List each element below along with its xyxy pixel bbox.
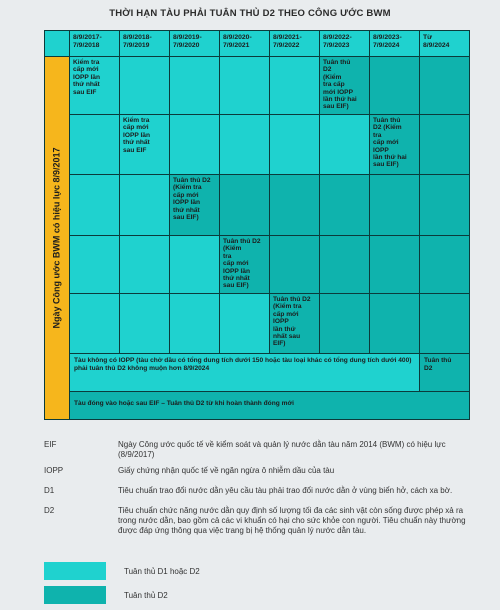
grid-cell — [270, 236, 320, 294]
column-header-label: 8/9/2023- 7/9/2024 — [373, 34, 402, 49]
grid-cell — [320, 294, 370, 354]
legend-row-d1 — [44, 486, 474, 496]
legend-definition: Tiêu chuẩn chức năng nước dằn quy định số lượng tối đa các sinh vật còn sống được phép xả ra trong nước dằn, bao gồm cả các vi khuẩn có hại cho sức khỏe con người. Tiêu chuẩn này thường được đáp ứng thông qua việc trang bị hệ thống quản lý nước dằn tàu. — [118, 506, 466, 535]
cell-note: Tuân thủ D2 (Kiểm tra cấp mới IOPP lần thứ nhất sau EIF) — [173, 177, 211, 222]
column-header-label: 8/9/2022- 7/9/2023 — [323, 34, 352, 49]
column-header — [220, 31, 270, 57]
grid-cell — [120, 175, 170, 236]
column-header — [70, 31, 120, 57]
color-swatch-light — [44, 562, 106, 580]
legend-term: EIF — [44, 440, 57, 449]
swatch-d2 — [44, 586, 168, 604]
cell-note: Kiểm tra cấp mới IOPP lần thứ nhất sau EIF — [123, 117, 150, 154]
legend-definition: Ngày Công ước quốc tế về kiểm soát và quản lý nước dằn tàu năm 2014 (BWM) có hiệu lực (8/9/2017) — [118, 440, 446, 459]
swatch-label: Tuân thủ D1 hoặc D2 — [124, 566, 200, 576]
no-iopp-note: Tàu không có IOPP (tàu chở dầu có tổng dung tích dưới 150 hoặc tàu loại khác có tổng dung tích dưới 400) phải tuân thủ D2 không muộn hơn 8/9/2024 — [74, 357, 412, 372]
legend-definition: Giấy chứng nhận quốc tế về ngăn ngừa ô nhiễm dầu của tàu — [118, 466, 335, 475]
grid-cell — [370, 294, 420, 354]
bwm-timeline-table — [44, 30, 470, 420]
no-iopp-compliance: Tuân thủ D2 — [424, 357, 452, 372]
grid-cell — [370, 236, 420, 294]
grid-cell — [70, 115, 120, 175]
grid-cell — [420, 236, 470, 294]
side-label: Ngày Công ước BWM có hiệu lực 8/9/2017 — [51, 147, 62, 329]
legend-term: D2 — [44, 506, 55, 515]
grid-cell — [420, 115, 470, 175]
grid-cell — [170, 294, 220, 354]
grid-cell — [220, 175, 270, 236]
legend-term: IOPP — [44, 466, 64, 475]
grid-cell — [370, 57, 420, 115]
color-swatch-dark — [44, 586, 106, 604]
cell-note: Tuân thủ D2 (Kiểm tra cấp mới IOPP lần thứ nhất sau EIF) — [223, 238, 261, 290]
no-iopp-compliance-cell — [420, 354, 470, 392]
grid-cell — [70, 175, 120, 236]
legend-row-d2 — [44, 506, 474, 536]
new-ship-note-cell — [70, 392, 470, 420]
grid-cell — [320, 57, 370, 115]
cell-note: Tuân thủ D2 (Kiểm tra cấp mới IOPP lần thứ nhất sau EIF) — [273, 296, 311, 348]
legend — [44, 440, 474, 542]
grid-cell — [270, 294, 320, 354]
column-header — [320, 31, 370, 57]
corner-cell — [45, 31, 70, 57]
cell-note: Kiểm tra cấp mới IOPP lần thứ nhất sau EIF — [73, 59, 100, 96]
grid-cell — [70, 57, 120, 115]
grid-cell — [170, 236, 220, 294]
grid-cell — [420, 175, 470, 236]
legend-term: D1 — [44, 486, 55, 495]
cell-note: Tuân thủ D2 (Kiểm tra cấp mới IOPP lần thứ hai sau EIF) — [323, 59, 357, 111]
column-header-label: 8/9/2018- 7/9/2019 — [123, 34, 152, 49]
grid-cell — [70, 236, 120, 294]
grid-cell — [220, 294, 270, 354]
column-header-label: 8/9/2021- 7/9/2022 — [273, 34, 302, 49]
legend-definition: Tiêu chuẩn trao đổi nước dằn yêu cầu tàu phải trao đổi nước dằn ở vùng biển hở, cách xa bờ. — [118, 486, 453, 495]
grid-cell — [120, 294, 170, 354]
side-label-cell — [45, 57, 70, 420]
grid-cell — [120, 115, 170, 175]
swatch-d1-d2 — [44, 562, 200, 580]
grid-cell — [170, 175, 220, 236]
grid-cell — [320, 115, 370, 175]
column-header — [370, 31, 420, 57]
grid-cell — [370, 115, 420, 175]
column-header — [120, 31, 170, 57]
grid-cell — [170, 57, 220, 115]
column-header — [170, 31, 220, 57]
grid-cell — [220, 57, 270, 115]
grid-cell — [420, 57, 470, 115]
grid-cell — [120, 236, 170, 294]
column-header-label: 8/9/2017- 7/9/2018 — [73, 34, 102, 49]
grid-cell — [270, 57, 320, 115]
column-header-label: 8/9/2020- 7/9/2021 — [223, 34, 252, 49]
page-title: THỜI HẠN TÀU PHẢI TUÂN THỦ D2 THEO CÔNG ƯỚC BWM — [109, 8, 391, 19]
cell-note: Tuân thủ D2 (Kiểm tra cấp mới IOPP lần thứ hai sau EIF) — [373, 117, 407, 169]
new-ship-note: Tàu đóng vào hoặc sau EIF – Tuân thủ D2 từ khi hoàn thành đóng mới — [74, 400, 294, 407]
column-header — [420, 31, 470, 57]
no-iopp-note-cell — [70, 354, 420, 392]
grid-cell — [370, 175, 420, 236]
grid-cell — [320, 236, 370, 294]
grid-cell — [220, 115, 270, 175]
swatch-label: Tuân thủ D2 — [124, 590, 168, 600]
grid-cell — [70, 294, 120, 354]
column-header — [270, 31, 320, 57]
grid-cell — [420, 294, 470, 354]
legend-row-iopp — [44, 466, 474, 476]
grid-cell — [320, 175, 370, 236]
column-header-label: Từ 8/9/2024 — [423, 34, 450, 49]
column-header-label: 8/9/2019- 7/9/2020 — [173, 34, 202, 49]
grid-cell — [170, 115, 220, 175]
grid-cell — [220, 236, 270, 294]
grid-cell — [120, 57, 170, 115]
grid-cell — [270, 115, 320, 175]
legend-row-eif — [44, 440, 474, 460]
grid-cell — [270, 175, 320, 236]
